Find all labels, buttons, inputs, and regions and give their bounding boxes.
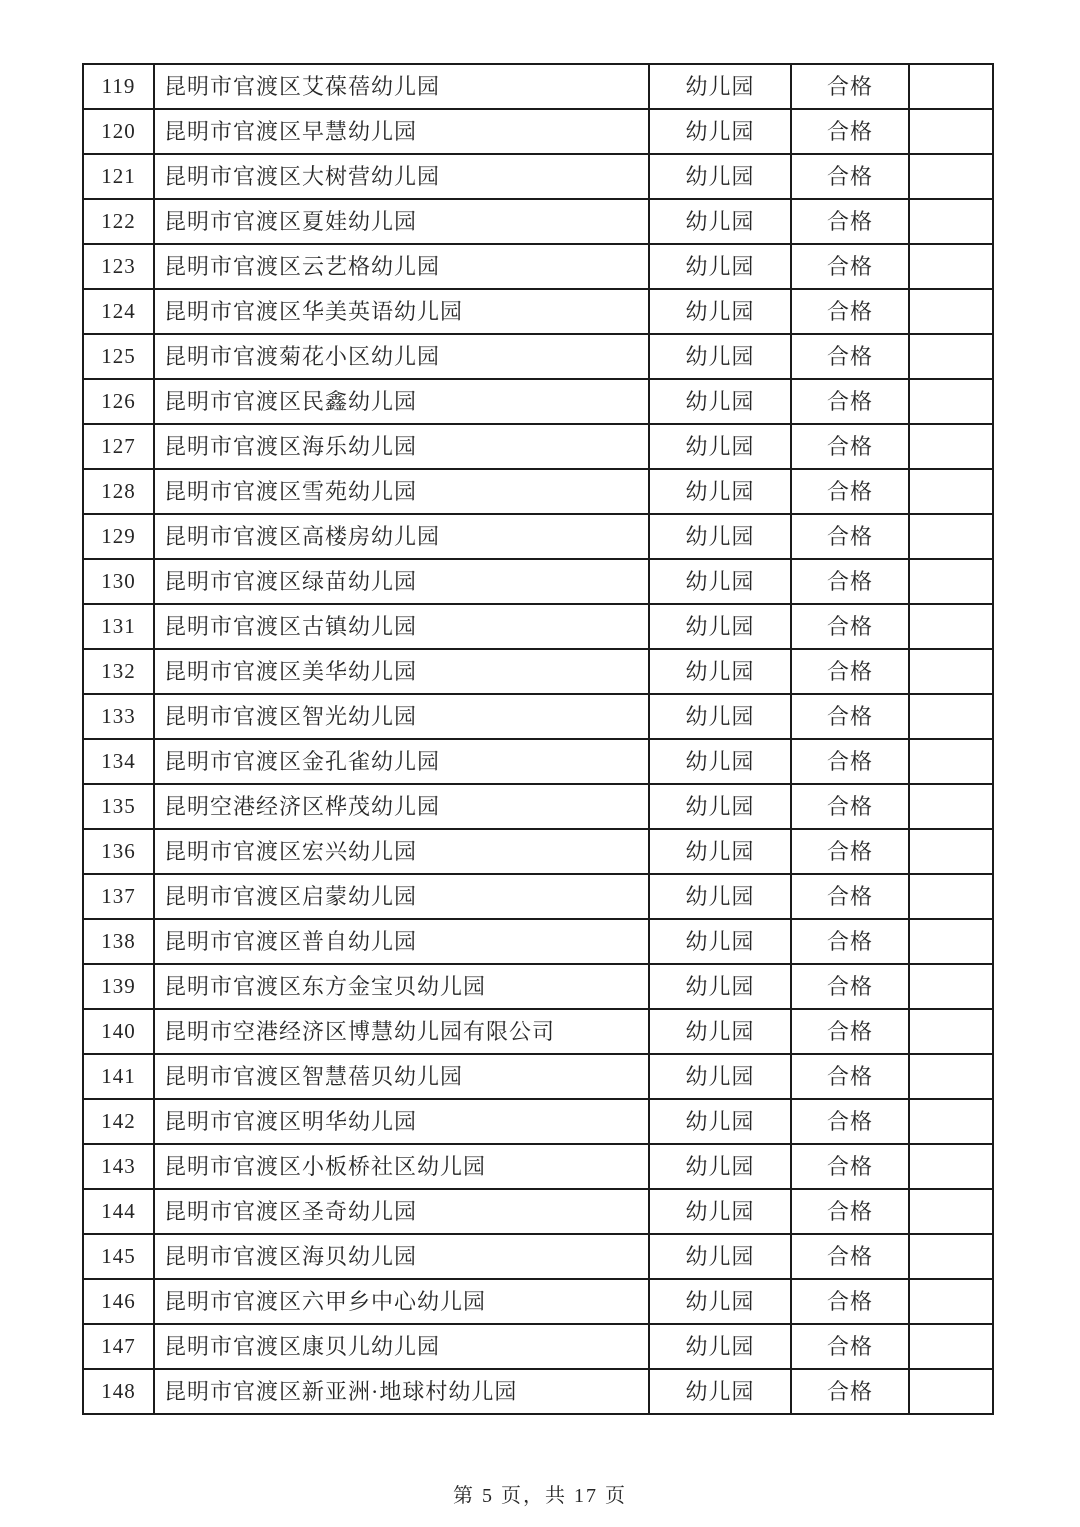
- kindergarten-table: [82, 63, 994, 1415]
- school-type-cell: 幼儿园: [649, 64, 791, 109]
- page-number-footer: 第 5 页，共 17 页: [453, 1485, 627, 1507]
- row-number-cell: 145: [83, 1234, 154, 1279]
- row-number-cell: 138: [83, 919, 154, 964]
- row-number-cell: 133: [83, 694, 154, 739]
- row-number-cell: 124: [83, 289, 154, 334]
- table-row: [83, 154, 993, 199]
- table-row: [83, 649, 993, 694]
- row-number-cell: 121: [83, 154, 154, 199]
- school-type-cell: 幼儿园: [649, 1324, 791, 1369]
- kindergarten-name-cell: 昆明市官渡区海贝幼儿园: [154, 1234, 649, 1279]
- status-cell: 合格: [791, 154, 909, 199]
- kindergarten-name-cell: 昆明市官渡区美华幼儿园: [154, 649, 649, 694]
- school-type-cell: 幼儿园: [649, 154, 791, 199]
- school-type-cell: 幼儿园: [649, 379, 791, 424]
- status-cell: 合格: [791, 919, 909, 964]
- kindergarten-name-cell: 昆明市官渡区早慧幼儿园: [154, 109, 649, 154]
- school-type-cell: 幼儿园: [649, 514, 791, 559]
- empty-cell: [909, 1189, 993, 1234]
- empty-cell: [909, 244, 993, 289]
- school-type-cell: 幼儿园: [649, 964, 791, 1009]
- empty-cell: [909, 1369, 993, 1414]
- table-row: [83, 379, 993, 424]
- school-type-cell: 幼儿园: [649, 289, 791, 334]
- row-number-cell: 143: [83, 1144, 154, 1189]
- row-number-cell: 119: [83, 64, 154, 109]
- empty-cell: [909, 334, 993, 379]
- kindergarten-name-cell: 昆明市官渡区康贝儿幼儿园: [154, 1324, 649, 1369]
- school-type-cell: 幼儿园: [649, 244, 791, 289]
- school-type-cell: 幼儿园: [649, 469, 791, 514]
- kindergarten-name-cell: 昆明市官渡区大树营幼儿园: [154, 154, 649, 199]
- status-cell: 合格: [791, 514, 909, 559]
- row-number-cell: 142: [83, 1099, 154, 1144]
- school-type-cell: 幼儿园: [649, 739, 791, 784]
- empty-cell: [909, 424, 993, 469]
- empty-cell: [909, 1279, 993, 1324]
- status-cell: 合格: [791, 1054, 909, 1099]
- kindergarten-name-cell: 昆明市空港经济区博慧幼儿园有限公司: [154, 1009, 649, 1054]
- status-cell: 合格: [791, 109, 909, 154]
- status-cell: 合格: [791, 1369, 909, 1414]
- empty-cell: [909, 964, 993, 1009]
- empty-cell: [909, 784, 993, 829]
- status-cell: 合格: [791, 784, 909, 829]
- kindergarten-name-cell: 昆明市官渡区绿苗幼儿园: [154, 559, 649, 604]
- kindergarten-name-cell: 昆明市官渡区智慧蓓贝幼儿园: [154, 1054, 649, 1099]
- empty-cell: [909, 514, 993, 559]
- kindergarten-name-cell: 昆明市官渡区民鑫幼儿园: [154, 379, 649, 424]
- status-cell: 合格: [791, 469, 909, 514]
- empty-cell: [909, 694, 993, 739]
- empty-cell: [909, 1144, 993, 1189]
- empty-cell: [909, 154, 993, 199]
- empty-cell: [909, 1324, 993, 1369]
- table-row: [83, 829, 993, 874]
- table-row: [83, 1099, 993, 1144]
- status-cell: 合格: [791, 1144, 909, 1189]
- table-row: [83, 784, 993, 829]
- school-type-cell: 幼儿园: [649, 649, 791, 694]
- status-cell: 合格: [791, 559, 909, 604]
- row-number-cell: 120: [83, 109, 154, 154]
- table-row: [83, 964, 993, 1009]
- status-cell: 合格: [791, 1324, 909, 1369]
- school-type-cell: 幼儿园: [649, 919, 791, 964]
- school-type-cell: 幼儿园: [649, 784, 791, 829]
- school-type-cell: 幼儿园: [649, 1279, 791, 1324]
- kindergarten-name-cell: 昆明空港经济区桦茂幼儿园: [154, 784, 649, 829]
- row-number-cell: 130: [83, 559, 154, 604]
- status-cell: 合格: [791, 1189, 909, 1234]
- school-type-cell: 幼儿园: [649, 694, 791, 739]
- table-row: [83, 604, 993, 649]
- status-cell: 合格: [791, 874, 909, 919]
- table-row: [83, 1369, 993, 1414]
- row-number-cell: 137: [83, 874, 154, 919]
- empty-cell: [909, 829, 993, 874]
- table-row: [83, 874, 993, 919]
- row-number-cell: 126: [83, 379, 154, 424]
- row-number-cell: 134: [83, 739, 154, 784]
- status-cell: 合格: [791, 1099, 909, 1144]
- status-cell: 合格: [791, 379, 909, 424]
- table-row: [83, 1009, 993, 1054]
- table-row: [83, 559, 993, 604]
- school-type-cell: 幼儿园: [649, 1054, 791, 1099]
- empty-cell: [909, 1234, 993, 1279]
- status-cell: 合格: [791, 1009, 909, 1054]
- status-cell: 合格: [791, 424, 909, 469]
- empty-cell: [909, 559, 993, 604]
- kindergarten-name-cell: 昆明市官渡区东方金宝贝幼儿园: [154, 964, 649, 1009]
- kindergarten-name-cell: 昆明市官渡区海乐幼儿园: [154, 424, 649, 469]
- kindergarten-name-cell: 昆明市官渡区夏娃幼儿园: [154, 199, 649, 244]
- table-row: [83, 424, 993, 469]
- table-row: [83, 1279, 993, 1324]
- school-type-cell: 幼儿园: [649, 1189, 791, 1234]
- row-number-cell: 128: [83, 469, 154, 514]
- empty-cell: [909, 1054, 993, 1099]
- table-body: [83, 64, 993, 1414]
- school-type-cell: 幼儿园: [649, 1144, 791, 1189]
- kindergarten-name-cell: 昆明市官渡区明华幼儿园: [154, 1099, 649, 1144]
- school-type-cell: 幼儿园: [649, 1234, 791, 1279]
- status-cell: 合格: [791, 1234, 909, 1279]
- row-number-cell: 141: [83, 1054, 154, 1099]
- row-number-cell: 132: [83, 649, 154, 694]
- status-cell: 合格: [791, 1279, 909, 1324]
- table-row: [83, 739, 993, 784]
- row-number-cell: 123: [83, 244, 154, 289]
- row-number-cell: 122: [83, 199, 154, 244]
- empty-cell: [909, 649, 993, 694]
- table-row: [83, 244, 993, 289]
- row-number-cell: 135: [83, 784, 154, 829]
- kindergarten-name-cell: 昆明市官渡区华美英语幼儿园: [154, 289, 649, 334]
- kindergarten-name-cell: 昆明市官渡区云艺格幼儿园: [154, 244, 649, 289]
- row-number-cell: 144: [83, 1189, 154, 1234]
- kindergarten-name-cell: 昆明市官渡菊花小区幼儿园: [154, 334, 649, 379]
- empty-cell: [909, 64, 993, 109]
- status-cell: 合格: [791, 604, 909, 649]
- kindergarten-name-cell: 昆明市官渡区高楼房幼儿园: [154, 514, 649, 559]
- row-number-cell: 127: [83, 424, 154, 469]
- table-row: [83, 64, 993, 109]
- status-cell: 合格: [791, 199, 909, 244]
- kindergarten-name-cell: 昆明市官渡区新亚洲·地球村幼儿园: [154, 1369, 649, 1414]
- empty-cell: [909, 109, 993, 154]
- kindergarten-name-cell: 昆明市官渡区金孔雀幼儿园: [154, 739, 649, 784]
- status-cell: 合格: [791, 64, 909, 109]
- school-type-cell: 幼儿园: [649, 1009, 791, 1054]
- school-type-cell: 幼儿园: [649, 109, 791, 154]
- table-row: [83, 1324, 993, 1369]
- table-row: [83, 1234, 993, 1279]
- row-number-cell: 131: [83, 604, 154, 649]
- table-row: [83, 469, 993, 514]
- empty-cell: [909, 379, 993, 424]
- table-row: [83, 694, 993, 739]
- kindergarten-name-cell: 昆明市官渡区宏兴幼儿园: [154, 829, 649, 874]
- status-cell: 合格: [791, 289, 909, 334]
- status-cell: 合格: [791, 244, 909, 289]
- empty-cell: [909, 1009, 993, 1054]
- row-number-cell: 136: [83, 829, 154, 874]
- table-row: [83, 1189, 993, 1234]
- table-row: [83, 109, 993, 154]
- kindergarten-name-cell: 昆明市官渡区六甲乡中心幼儿园: [154, 1279, 649, 1324]
- kindergarten-name-cell: 昆明市官渡区艾葆蓓幼儿园: [154, 64, 649, 109]
- status-cell: 合格: [791, 334, 909, 379]
- table-row: [83, 1054, 993, 1099]
- status-cell: 合格: [791, 964, 909, 1009]
- status-cell: 合格: [791, 739, 909, 784]
- row-number-cell: 139: [83, 964, 154, 1009]
- school-type-cell: 幼儿园: [649, 424, 791, 469]
- table-row: [83, 1144, 993, 1189]
- school-type-cell: 幼儿园: [649, 1099, 791, 1144]
- row-number-cell: 129: [83, 514, 154, 559]
- table-row: [83, 334, 993, 379]
- school-type-cell: 幼儿园: [649, 874, 791, 919]
- status-cell: 合格: [791, 649, 909, 694]
- status-cell: 合格: [791, 829, 909, 874]
- kindergarten-name-cell: 昆明市官渡区小板桥社区幼儿园: [154, 1144, 649, 1189]
- row-number-cell: 147: [83, 1324, 154, 1369]
- kindergarten-name-cell: 昆明市官渡区圣奇幼儿园: [154, 1189, 649, 1234]
- school-type-cell: 幼儿园: [649, 1369, 791, 1414]
- kindergarten-name-cell: 昆明市官渡区古镇幼儿园: [154, 604, 649, 649]
- empty-cell: [909, 739, 993, 784]
- kindergarten-name-cell: 昆明市官渡区智光幼儿园: [154, 694, 649, 739]
- kindergarten-name-cell: 昆明市官渡区普自幼儿园: [154, 919, 649, 964]
- empty-cell: [909, 919, 993, 964]
- school-type-cell: 幼儿园: [649, 829, 791, 874]
- empty-cell: [909, 469, 993, 514]
- school-type-cell: 幼儿园: [649, 199, 791, 244]
- row-number-cell: 125: [83, 334, 154, 379]
- kindergarten-name-cell: 昆明市官渡区雪苑幼儿园: [154, 469, 649, 514]
- school-type-cell: 幼儿园: [649, 334, 791, 379]
- row-number-cell: 146: [83, 1279, 154, 1324]
- school-type-cell: 幼儿园: [649, 604, 791, 649]
- row-number-cell: 140: [83, 1009, 154, 1054]
- school-type-cell: 幼儿园: [649, 559, 791, 604]
- kindergarten-name-cell: 昆明市官渡区启蒙幼儿园: [154, 874, 649, 919]
- status-cell: 合格: [791, 694, 909, 739]
- empty-cell: [909, 604, 993, 649]
- empty-cell: [909, 289, 993, 334]
- row-number-cell: 148: [83, 1369, 154, 1414]
- empty-cell: [909, 874, 993, 919]
- table-row: [83, 289, 993, 334]
- table-row: [83, 919, 993, 964]
- empty-cell: [909, 199, 993, 244]
- table-row: [83, 199, 993, 244]
- empty-cell: [909, 1099, 993, 1144]
- table-row: [83, 514, 993, 559]
